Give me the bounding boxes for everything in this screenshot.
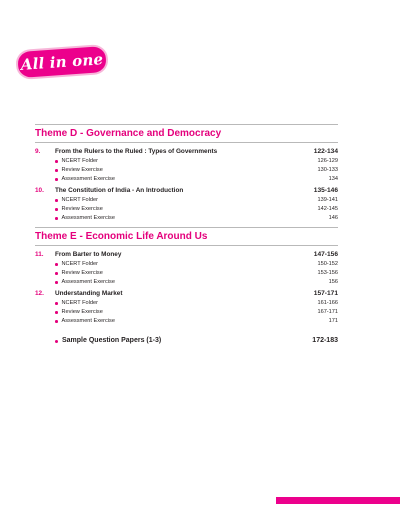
chapter-pages: 135-146 bbox=[313, 187, 338, 194]
sub-entry bbox=[35, 214, 338, 223]
sub-title: NCERT Folder bbox=[61, 300, 98, 306]
sub-entry bbox=[35, 260, 338, 269]
sub-title: Assessment Exercise bbox=[61, 318, 115, 324]
sub-entry bbox=[35, 278, 338, 287]
sub-title: Review Exercise bbox=[61, 309, 103, 315]
chapter-title: From the Rulers to the Ruled : Types of Governments bbox=[55, 148, 218, 155]
theme-title: Theme E - Economic Life Around Us bbox=[35, 231, 208, 242]
bullet-icon bbox=[55, 302, 58, 305]
bullet-icon bbox=[55, 178, 58, 181]
chapter-entry bbox=[35, 289, 338, 299]
sub-title: Review Exercise bbox=[61, 167, 103, 173]
bullet-icon bbox=[55, 281, 58, 284]
sub-pages: 161-166 bbox=[317, 300, 338, 306]
bullet-icon bbox=[55, 272, 58, 275]
bullet-icon bbox=[55, 160, 58, 163]
chapter-number: 12. bbox=[35, 290, 44, 297]
theme-bottom-rule bbox=[35, 142, 338, 143]
chapter-number: 10. bbox=[35, 187, 44, 194]
bullet-icon bbox=[55, 199, 58, 202]
sub-pages: 130-133 bbox=[317, 167, 338, 173]
sub-pages: 134 bbox=[328, 176, 338, 182]
theme-title: Theme D - Governance and Democracy bbox=[35, 128, 222, 139]
sub-pages: 156 bbox=[328, 279, 338, 285]
chapter-title: From Barter to Money bbox=[55, 251, 122, 258]
chapter-pages: 122-134 bbox=[313, 148, 338, 155]
sub-entry bbox=[35, 317, 338, 326]
brand-logo bbox=[17, 46, 107, 78]
sub-entry bbox=[35, 157, 338, 166]
bullet-icon bbox=[55, 320, 58, 323]
chapter-entry bbox=[35, 250, 338, 260]
sub-entry bbox=[35, 166, 338, 175]
chapter-pages: 157-171 bbox=[313, 290, 338, 297]
footer-accent-bar bbox=[276, 497, 400, 504]
bullet-icon bbox=[55, 217, 58, 220]
sub-entry bbox=[35, 205, 338, 214]
sub-entry bbox=[35, 196, 338, 205]
sub-pages: 139-141 bbox=[317, 197, 338, 203]
brand-logo-text: All in one bbox=[20, 50, 104, 74]
sub-entry bbox=[35, 308, 338, 317]
bullet-icon bbox=[55, 169, 58, 172]
chapter-number: 9. bbox=[35, 148, 41, 155]
chapter-number: 11. bbox=[35, 251, 44, 258]
chapter-pages: 147-156 bbox=[313, 251, 338, 258]
bullet-icon bbox=[55, 263, 58, 266]
sub-pages: 126-129 bbox=[317, 158, 338, 164]
sub-title: NCERT Folder bbox=[61, 158, 98, 164]
sub-title: Assessment Exercise bbox=[61, 279, 115, 285]
sample-papers-entry bbox=[35, 335, 338, 347]
sub-title: Assessment Exercise bbox=[61, 215, 115, 221]
bullet-icon bbox=[55, 340, 58, 343]
bullet-icon bbox=[55, 208, 58, 211]
sub-pages: 153-156 bbox=[317, 270, 338, 276]
sub-title: Review Exercise bbox=[61, 206, 103, 212]
sub-entry bbox=[35, 269, 338, 278]
sub-pages: 150-152 bbox=[317, 261, 338, 267]
sub-pages: 142-145 bbox=[317, 206, 338, 212]
sub-title: NCERT Folder bbox=[61, 261, 98, 267]
sub-title: Assessment Exercise bbox=[61, 176, 115, 182]
sub-pages: 171 bbox=[328, 318, 338, 324]
bullet-icon bbox=[55, 311, 58, 314]
chapter-title: Understanding Market bbox=[55, 290, 123, 297]
table-of-contents bbox=[35, 124, 338, 347]
sub-entry bbox=[35, 299, 338, 308]
sub-title: NCERT Folder bbox=[61, 197, 98, 203]
chapter-entry bbox=[35, 186, 338, 196]
sub-pages: 146 bbox=[328, 215, 338, 221]
sample-papers-title: Sample Question Papers (1-3) bbox=[62, 337, 162, 344]
sub-pages: 167-171 bbox=[317, 309, 338, 315]
theme-section bbox=[35, 227, 338, 326]
sub-entry bbox=[35, 175, 338, 184]
chapter-title: The Constitution of India - An Introduction bbox=[55, 187, 184, 194]
theme-section bbox=[35, 124, 338, 223]
chapter-entry bbox=[35, 147, 338, 157]
sample-papers-pages: 172-183 bbox=[312, 337, 338, 344]
theme-bottom-rule bbox=[35, 245, 338, 246]
sub-title: Review Exercise bbox=[61, 270, 103, 276]
